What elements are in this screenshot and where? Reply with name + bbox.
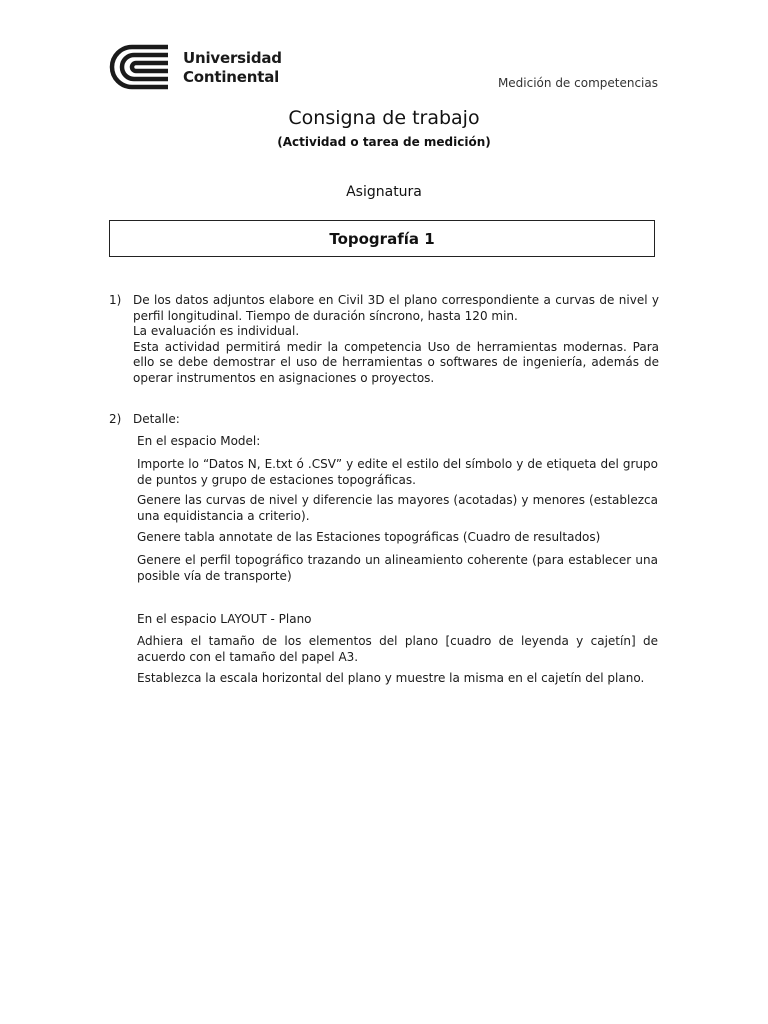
university-name: [183, 49, 282, 87]
detail-item: En el espacio Model:: [137, 434, 261, 448]
detail-item: Importe lo “Datos N, E.txt ó .CSV” y edite el estilo del símbolo y de etiqueta del grupo de puntos y grupo de estaciones topográficas.: [137, 457, 658, 487]
course-box: [109, 220, 655, 257]
course-name: Topografía 1: [329, 229, 435, 248]
detail-item: Genere tabla annotate de las Estaciones topográficas (Cuadro de resultados): [137, 530, 601, 544]
section-1-paragraph: De los datos adjuntos elabore en Civil 3D el plano correspondiente a curvas de nivel y perfil longitudinal. Tiempo de duración síncrono, hasta 120 min.: [133, 293, 659, 323]
header-caption: Medición de competencias: [497, 76, 658, 90]
section-1-number: 1): [109, 293, 122, 307]
page-subtitle: (Actividad o tarea de medición): [277, 135, 491, 149]
section-2: [109, 412, 659, 428]
section-1: [109, 293, 659, 386]
university-name-line2: Continental: [183, 68, 280, 86]
detail-item: En el espacio LAYOUT - Plano: [137, 612, 312, 626]
detail-item: Genere las curvas de nivel y diferencie las mayores (acotadas) y menores (establezca una equidistancia a criterio).: [137, 493, 658, 523]
university-name-line1: Universidad: [183, 49, 282, 67]
section-1-paragraph: Esta actividad permitirá medir la competencia Uso de herramientas modernas. Para ello se debe demostrar el uso de herramientas o softwares de ingeniería, además de operar instrumentos en asignaciones o proyectos.: [133, 339, 659, 385]
section-1-paragraph: La evaluación es individual.: [133, 324, 300, 338]
detail-item: Genere el perfil topográfico trazando un alineamiento coherente (para establecer una posible vía de transporte): [137, 553, 658, 583]
detail-item: Establezca la escala horizontal del plano y muestre la misma en el cajetín del plano.: [137, 671, 645, 685]
section-2-label: Detalle:: [133, 412, 180, 426]
detail-item: Adhiera el tamaño de los elementos del plano [cuadro de leyenda y cajetín] de acuerdo con el tamaño del papel A3.: [137, 634, 658, 664]
page-title: Consigna de trabajo: [288, 107, 480, 129]
subject-label: Asignatura: [346, 184, 422, 200]
section-2-number: 2): [109, 412, 122, 426]
university-logo-icon: [108, 43, 172, 91]
section-1-body: [133, 293, 659, 386]
